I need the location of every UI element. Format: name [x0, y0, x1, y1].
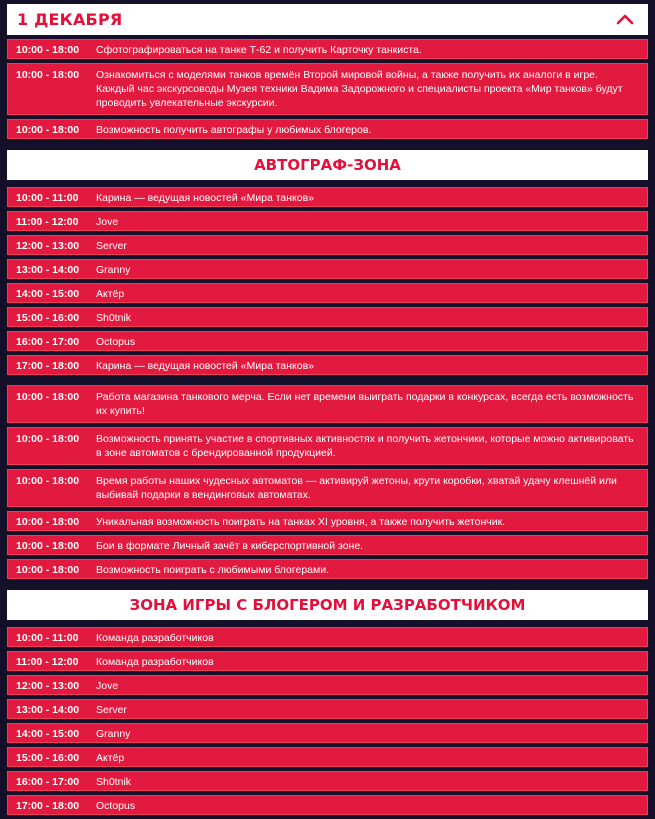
- schedule-row: [7, 559, 648, 579]
- row-text: Карина — ведущая новостей «Мира танков»: [96, 360, 315, 372]
- row-text: Server: [96, 704, 127, 716]
- row-text: Бои в формате Личный зачёт в киберспортивной зоне.: [96, 540, 364, 552]
- row-time: 10:00 - 11:00: [16, 192, 79, 204]
- schedule-row: [7, 119, 648, 139]
- schedule-row: [7, 771, 648, 791]
- row-time: 10:00 - 18:00: [16, 69, 80, 81]
- row-text: Granny: [96, 728, 131, 740]
- row-text: Команда разработчиков: [96, 656, 214, 668]
- schedule-row: [7, 747, 648, 767]
- row-time: 11:00 - 12:00: [16, 216, 79, 228]
- schedule-row: [7, 699, 648, 719]
- chevron-up-icon[interactable]: [614, 12, 636, 28]
- schedule-row: [7, 307, 648, 327]
- row-text: Server: [96, 240, 127, 252]
- schedule-row: [7, 469, 648, 507]
- row-time: 10:00 - 18:00: [16, 564, 80, 576]
- row-time: 10:00 - 18:00: [16, 433, 80, 445]
- schedule-row: [7, 651, 648, 671]
- row-time: 17:00 - 18:00: [16, 360, 80, 372]
- schedule-row: [7, 355, 648, 375]
- row-time: 13:00 - 14:00: [16, 264, 80, 276]
- row-time: 10:00 - 18:00: [16, 516, 80, 528]
- row-time: 13:00 - 14:00: [16, 704, 80, 716]
- schedule-row: [7, 427, 648, 465]
- row-text: Jove: [96, 680, 119, 692]
- schedule-row: [7, 627, 648, 647]
- row-time: 11:00 - 12:00: [16, 656, 79, 668]
- row-time: 14:00 - 15:00: [16, 728, 80, 740]
- row-time: 10:00 - 18:00: [16, 44, 80, 56]
- row-time: 10:00 - 18:00: [16, 475, 80, 487]
- row-text: Granny: [96, 264, 131, 276]
- row-time: 16:00 - 17:00: [16, 776, 80, 788]
- row-text: Актёр: [96, 752, 125, 764]
- schedule-row: [7, 39, 648, 59]
- day-header[interactable]: [7, 4, 648, 35]
- row-time: 10:00 - 18:00: [16, 391, 80, 403]
- blogger-schedule-list: [7, 627, 648, 819]
- general-schedule-list: [7, 39, 648, 143]
- schedule-row: [7, 723, 648, 743]
- row-text: Актёр: [96, 288, 125, 300]
- schedule-row: [7, 331, 648, 351]
- row-text: Возможность принять участие в спортивных активностях и получить жетончики, которые можно активировать в зоне автоматов с брендированной продукцией.: [96, 433, 634, 459]
- row-time: 16:00 - 17:00: [16, 336, 80, 348]
- schedule-row: [7, 283, 648, 303]
- row-text: Возможность получить автографы у любимых блогеров.: [96, 124, 372, 136]
- row-time: 17:00 - 18:00: [16, 800, 80, 812]
- row-text: Карина — ведущая новостей «Мира танков»: [96, 192, 315, 204]
- day-title: 1 ДЕКАБРЯ: [17, 10, 123, 29]
- row-text: Jove: [96, 216, 119, 228]
- schedule-row: [7, 211, 648, 231]
- schedule-row: [7, 511, 648, 531]
- row-text: Работа магазина танкового мерча. Если нет времени выиграть подарки в конкурсах, всегда есть возможность их купить!: [96, 391, 634, 417]
- schedule-row: [7, 675, 648, 695]
- row-time: 15:00 - 16:00: [16, 752, 80, 764]
- row-time: 10:00 - 18:00: [16, 540, 80, 552]
- row-text: Уникальная возможность поиграть на танках XI уровня, а также получить жетончик.: [96, 516, 506, 528]
- schedule-row: [7, 63, 648, 115]
- row-time: 12:00 - 13:00: [16, 680, 80, 692]
- row-text: Octopus: [96, 336, 136, 348]
- row-text: Команда разработчиков: [96, 632, 214, 644]
- row-time: 14:00 - 15:00: [16, 288, 80, 300]
- row-text: Sh0tnik: [96, 776, 132, 788]
- blogger-zone-title: ЗОНА ИГРЫ С БЛОГЕРОМ И РАЗРАБОТЧИКОМ: [7, 590, 648, 620]
- row-time: 15:00 - 16:00: [16, 312, 80, 324]
- row-time: 10:00 - 11:00: [16, 632, 79, 644]
- row-text: Возможность поиграть с любимыми блогерами.: [96, 564, 330, 576]
- schedule-row: [7, 795, 648, 815]
- row-time: 12:00 - 13:00: [16, 240, 80, 252]
- schedule-row: [7, 187, 648, 207]
- schedule-row: [7, 235, 648, 255]
- row-text: Сфотографироваться на танке Т-62 и получить Карточку танкиста.: [96, 44, 422, 56]
- row-text: Sh0tnik: [96, 312, 132, 324]
- autograph-schedule-list: [7, 187, 648, 379]
- row-text: Ознакомиться с моделями танков времён Второй мировой войны, а также получить их аналоги в игре. Каждый час экскурсоводы Музея техники Вадима Задорожного и специалисты проекта «Мир танков» будут проводить увлекательные экскурсии.: [96, 69, 623, 109]
- autograph-zone-title: АВТОГРАФ-ЗОНА: [7, 150, 648, 180]
- activities-schedule-list: [7, 385, 648, 583]
- schedule-row: [7, 385, 648, 423]
- row-text: Octopus: [96, 800, 136, 812]
- schedule-row: [7, 535, 648, 555]
- row-text: Время работы наших чудесных автоматов — активируй жетоны, крути коробки, хватай удачу клешнёй или выбивай подарки в вендинговых автоматах.: [96, 475, 617, 501]
- schedule-row: [7, 259, 648, 279]
- row-time: 10:00 - 18:00: [16, 124, 80, 136]
